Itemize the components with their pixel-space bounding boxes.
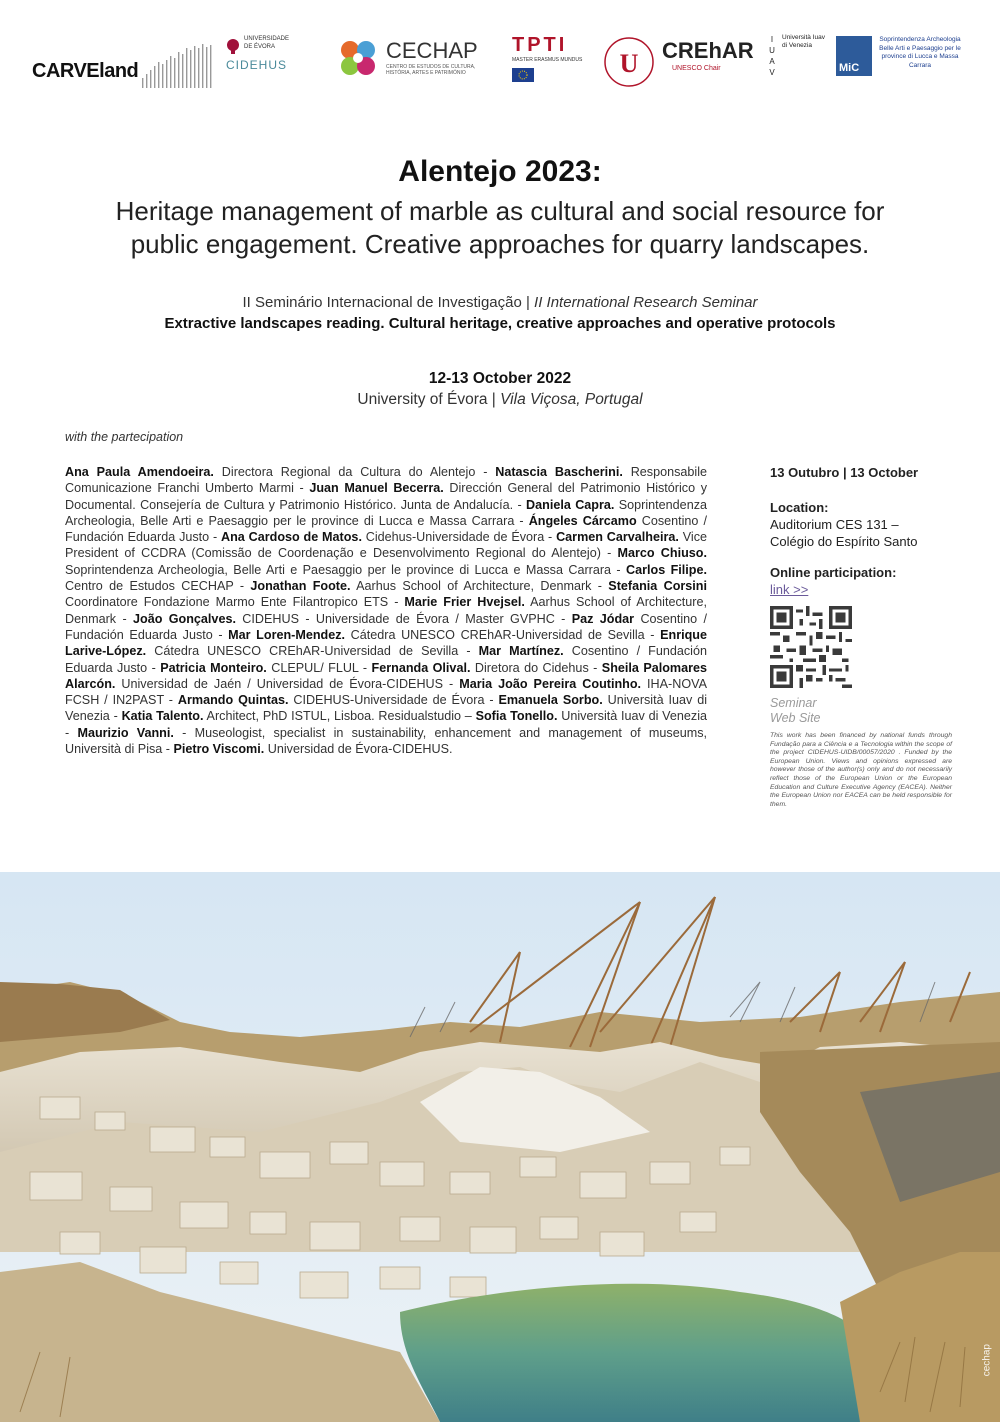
participant-name: Ana Cardoso de Matos.: [221, 530, 362, 545]
participant-name: Sheila Palomares Alarcón.: [65, 660, 708, 691]
event-place-university: University of Évora |: [357, 391, 501, 408]
participant-affiliation: Cosentino / Fundación Eduarda Justo -: [65, 611, 708, 642]
participant-affiliation: - Museologist, specialist in sustainability, enhancement and management of museums, Università di Pisa -: [65, 725, 707, 757]
participant-affiliation: CLEPUL/ FLUL -: [266, 660, 372, 675]
seminar-info: [0, 292, 1000, 334]
participant-affiliation: Dirección General del Patrimonio Histórico y Documental. Consejería de Cultura y Patrimonio Histórico. Junta de Andalucía. -: [65, 481, 707, 512]
seminar-subtitle: Extractive landscapes reading. Cultural heritage, creative approaches and operative protocols: [164, 315, 836, 332]
carveland-wordmark: CARVEland: [32, 60, 139, 82]
participant-name: Daniela Capra.: [526, 497, 615, 512]
participant-affiliation: Cátedra UNESCO CREhAR-Universidad de Sevilla -: [345, 627, 661, 642]
participant-name: Maria João Pereira Coutinho.: [459, 676, 642, 691]
cechap-emblem-icon: [336, 36, 380, 80]
mic-logo: [836, 36, 966, 82]
participant-name: Fernanda Olival.: [371, 660, 471, 675]
mic-wordmark: MiC: [839, 62, 860, 74]
participant-affiliation: Università Iuav di Venezia -: [65, 693, 708, 724]
iuav-letter: U: [769, 46, 775, 55]
seminar-name-pt: II Seminário Internacional de Investigação |: [242, 294, 535, 311]
participant-name: Carlos Filipe.: [626, 562, 707, 577]
svg-text:U: U: [619, 49, 639, 78]
participant-name: Stefania Corsini: [608, 579, 707, 594]
qr-code-icon[interactable]: [770, 606, 852, 688]
participant-affiliation: Aarhus School of Architecture, Denmark -: [350, 579, 609, 594]
participant-affiliation: Universidad de Évora-CIDEHUS.: [264, 742, 453, 757]
participation-label: with the partecipation: [65, 430, 184, 444]
participant-name: Enrique Larive-López.: [65, 627, 707, 659]
event-place-city: Vila Viçosa, Portugal: [500, 391, 643, 408]
participant-affiliation: CIDEHUS - Universidade de Évora / Master GVPHC -: [235, 611, 572, 626]
crehar-logo: [662, 38, 762, 88]
participant-affiliation: Soprintendenza Archeologia, Belle Arti e Paesaggio per le province di Lucca e Massa Carrara -: [65, 497, 707, 528]
participant-affiliation: Cidehus-Universidade de Évora -: [361, 530, 557, 545]
participant-name: Mar Martínez.: [478, 644, 564, 659]
website-label: [770, 696, 950, 726]
cidehus-wordmark: CIDEHUS: [226, 58, 288, 72]
crehar-wordmark: CREhAR: [662, 38, 754, 63]
participant-name: Patricia Monteiro.: [160, 660, 267, 675]
participant-name: Carmen Carvalheira.: [556, 530, 679, 545]
participant-name: Paz Jódar: [571, 611, 635, 626]
sevilla-logo: [602, 36, 656, 88]
participant-name: Ana Paula Amendoeira.: [65, 465, 214, 479]
event-place: [0, 389, 1000, 410]
eu-flag-icon: [512, 68, 534, 82]
iuav-logo: [768, 34, 828, 90]
evora-cidehus-logo: [226, 36, 336, 86]
evora-text-1: UNIVERSIDADE: [244, 36, 290, 42]
cechap-wordmark: CECHAP: [386, 38, 478, 63]
website-label-line-2: Web Site: [770, 711, 821, 725]
participant-name: Juan Manuel Becerra.: [309, 481, 444, 496]
participant-list: [65, 464, 707, 757]
seminar-name-en: II International Research Seminar: [534, 294, 758, 311]
participant-affiliation: Soprintendenza Archeologia, Belle Arti e Paesaggio per le province di Lucca e Massa Carrara -: [65, 562, 627, 577]
page-subtitle: [0, 195, 1000, 261]
participant-name: João Gonçalves.: [133, 611, 236, 626]
photo-credit: cechap: [981, 1344, 992, 1377]
iuav-letter: V: [769, 68, 775, 77]
participant-name: Emanuela Sorbo.: [498, 693, 603, 708]
website-label-line-1: Seminar: [770, 696, 817, 710]
event-sidebar: [770, 464, 950, 809]
participant-name: Mar Loren-Mendez.: [228, 627, 346, 642]
participant-name: Pietro Viscomi.: [173, 742, 265, 757]
participant-affiliation: Universidad de Jaén / Universidad de Évora-CIDEHUS -: [115, 676, 460, 691]
participant-affiliation: Vice President of CCDRA (Comissão de Coordenação e Desenvolvimento Regional do Alentejo) -: [65, 530, 708, 561]
event-dates: 12-13 October 2022: [428, 370, 572, 387]
participant-name: Jonathan Foote.: [250, 579, 351, 594]
funding-note: This work has been financed by national funds through Fundação para a Ciência e a Tecnologia within the scope of the project CIDEHUS-UIDB/00057/2020 . Funded by the European Union. Views and opinions expressed are however those of the author(s) only and do not necessarily reflect those of the European Union or the European Education and Culture Executive Agency (EACEA). Neither the European Union nor EACEA can be held responsible for them.: [770, 732, 952, 808]
iuav-letters: [768, 34, 776, 78]
participant-affiliation: Responsabile Comunicazione Franchi Umberto Marmi -: [65, 465, 708, 496]
quarry-photo: [0, 872, 1000, 1422]
iuav-letter: I: [770, 35, 774, 44]
tpti-subtitle: MASTER ERASMUS MUNDUS: [512, 57, 583, 63]
event-info: [0, 368, 1000, 410]
participant-affiliation: Directora Regional da Cultura do Alentejo -: [213, 465, 496, 479]
sidebar-date: 13 Outubro | 13 October: [770, 465, 919, 480]
participant-affiliation: IHA-NOVA FCSH / IN2PAST -: [65, 676, 707, 708]
sevilla-seal-icon: [602, 36, 656, 88]
subtitle-line-2: public engagement. Creative approaches for quarry landscapes.: [130, 229, 870, 259]
participant-name: Sofia Tonello.: [475, 709, 558, 724]
iuav-wordmark: Università Iuav di Venezia: [782, 34, 825, 49]
location-line-2: Colégio do Espírito Santo: [770, 534, 918, 549]
participant-affiliation: CIDEHUS-Universidade de Évora -: [288, 693, 499, 708]
participant-affiliation: Diretora do Cidehus -: [470, 660, 602, 675]
participant-affiliation: Aarhus School of Architecture, Denmark -: [65, 595, 707, 626]
crehar-subtitle: UNESCO Chair: [672, 65, 721, 72]
participant-name: Ángeles Cárcamo: [528, 513, 637, 528]
participant-affiliation: Centro de Estudos CECHAP -: [65, 579, 251, 594]
cechap-subtitle: CENTRO DE ESTUDOS DE CULTURA, HISTÓRIA, ARTES E PATRIMÓNIO: [386, 64, 476, 76]
iuav-letter: A: [769, 57, 775, 66]
participant-affiliation: Architect, PhD ISTUL, Lisboa. Residualstudio –: [203, 709, 476, 724]
participant-name: Maurizio Vanni.: [77, 725, 174, 740]
evora-emblem-icon: [226, 38, 240, 54]
participant-affiliation: Cosentino / Fundación Eduarda Justo -: [65, 513, 707, 545]
title-block: [0, 155, 1000, 261]
participant-affiliation: Cátedra UNESCO CREhAR-Universidad de Sevilla -: [146, 644, 479, 659]
seminar-name: [0, 292, 1000, 313]
participant-name: Marco Chiuso.: [617, 546, 707, 561]
location-line-1: Auditorium CES 131 –: [770, 517, 899, 532]
tpti-logo: [512, 34, 592, 88]
participant-name: Armando Quintas.: [177, 693, 289, 708]
participant-name: Natascia Bascherini.: [495, 465, 623, 479]
cechap-logo: [336, 36, 496, 86]
mic-text: Soprintendenza Archeologia Belle Arti e Paesaggio per le province di Lucca e Massa Carrara: [879, 36, 961, 69]
tpti-wordmark: TPTI: [512, 34, 568, 56]
page-title: Alentejo 2023:: [398, 155, 602, 188]
quarry-landscape-illustration: [0, 872, 1000, 1422]
online-label: Online participation:: [770, 565, 897, 580]
participant-name: Katia Talento.: [121, 709, 204, 724]
location-label: Location:: [770, 500, 829, 515]
evora-text-2: DE ÉVORA: [244, 44, 276, 50]
online-link[interactable]: link >>: [770, 582, 809, 597]
subtitle-line-1: Heritage management of marble as cultural and social resource for: [115, 196, 885, 226]
participant-affiliation: Cosentino / Fundación Eduarda Justo -: [65, 644, 707, 675]
carveland-logo: [32, 44, 217, 90]
participant-affiliation: Coordinatore Fondazione Marmo Ente Filantropico ETS -: [65, 595, 405, 610]
participant-affiliation: Università Iuav di Venezia -: [65, 709, 707, 740]
participant-name: Marie Frier Hvejsel.: [404, 595, 525, 610]
logo-strip: [30, 30, 970, 90]
